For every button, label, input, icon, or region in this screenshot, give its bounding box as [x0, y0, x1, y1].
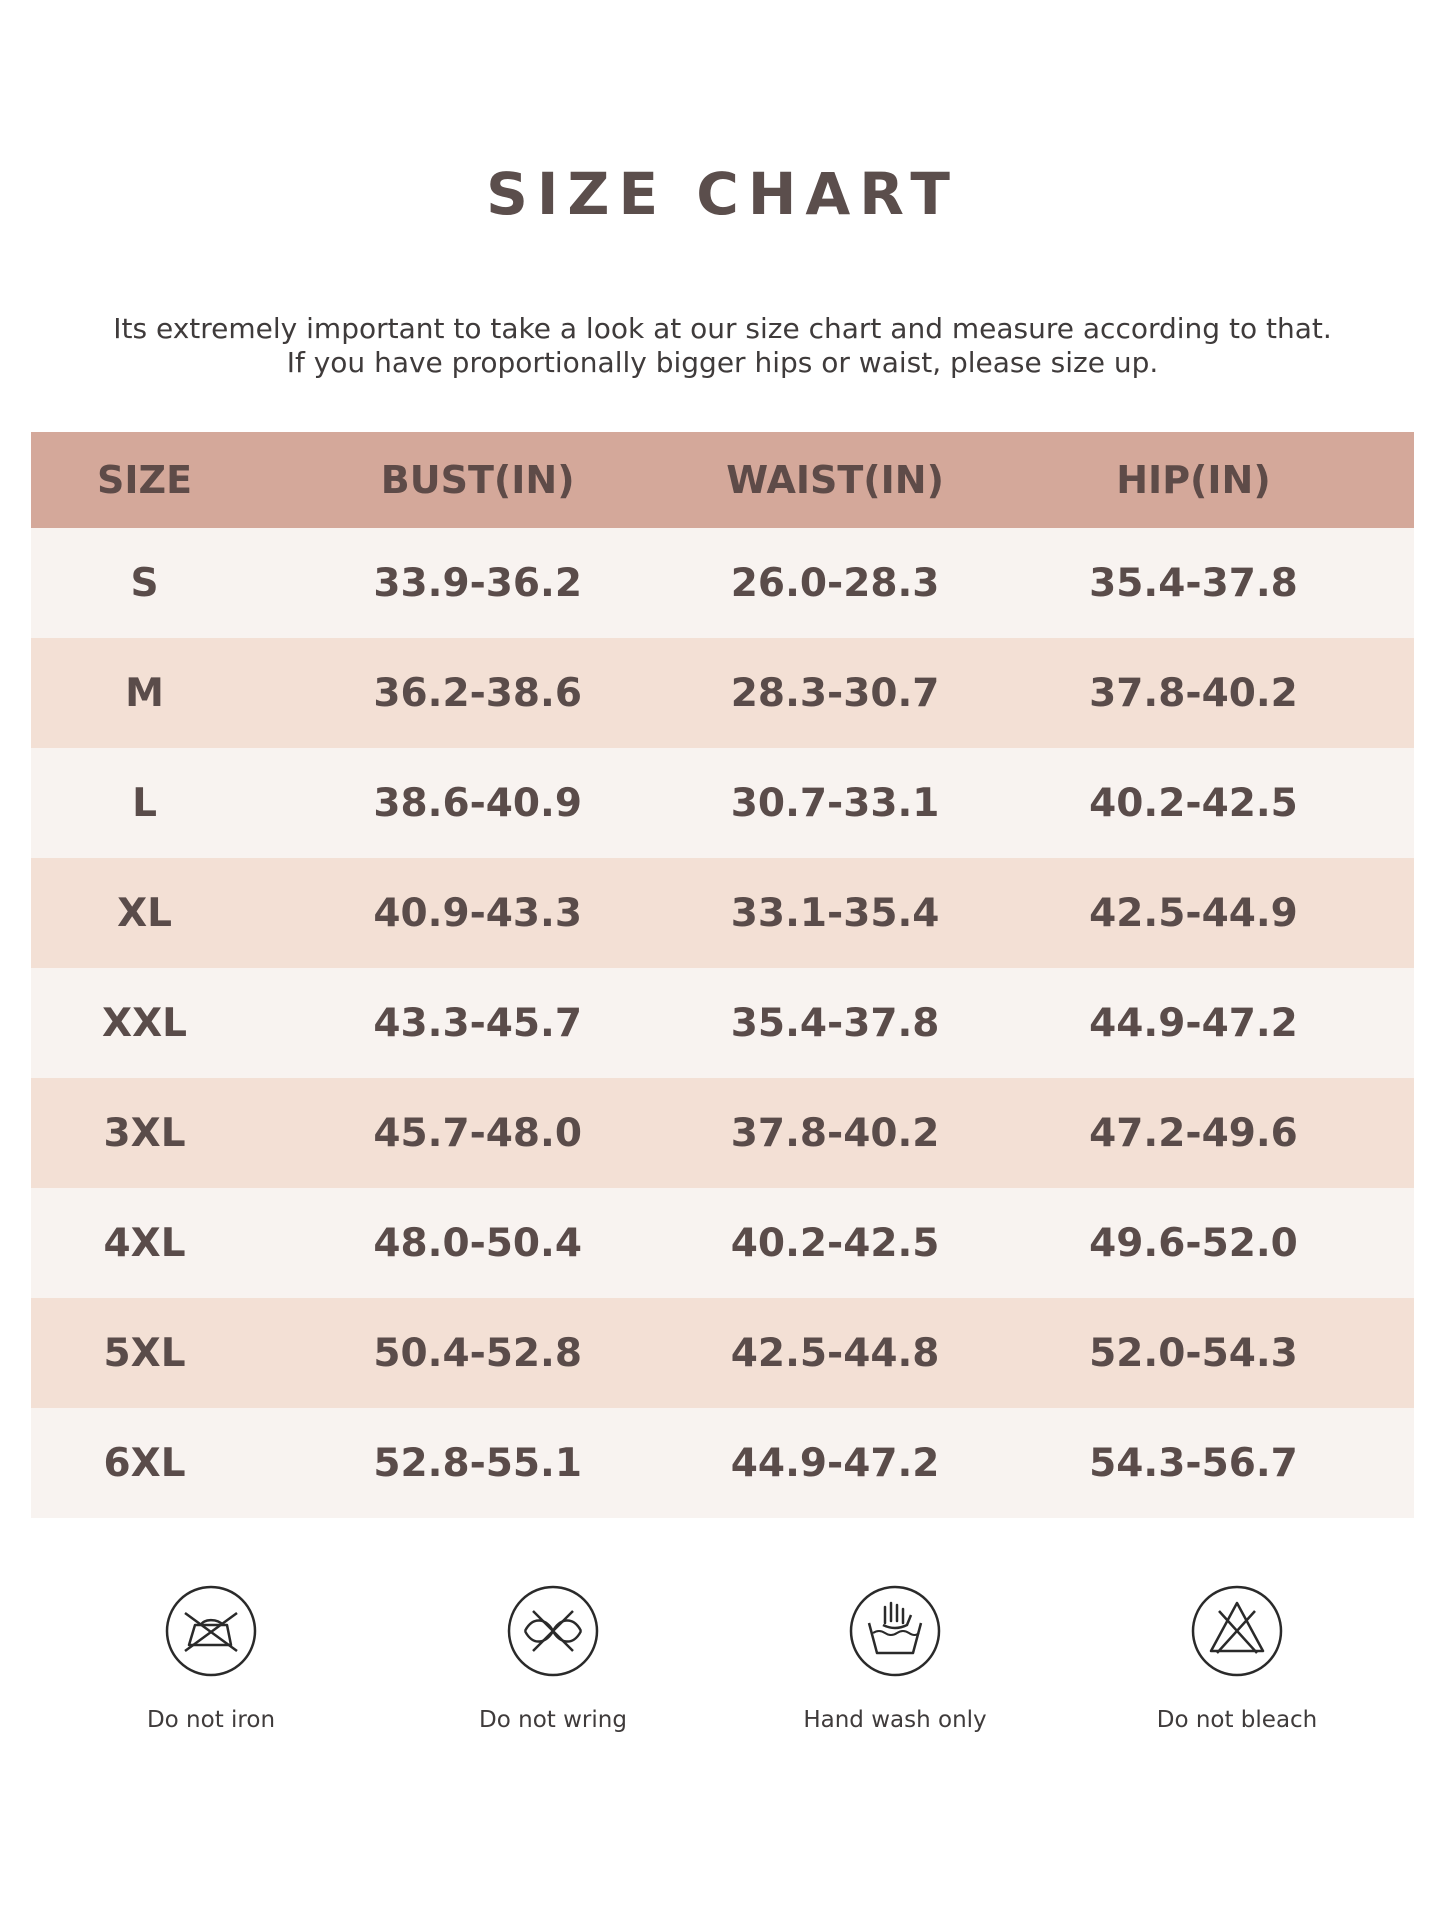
- header-waist: WAIST(IN): [726, 458, 944, 502]
- table-row: [31, 1298, 1414, 1408]
- waist-cell: 44.9-47.2: [730, 1440, 940, 1486]
- hip-cell: 54.3-56.7: [1089, 1440, 1298, 1486]
- hip-cell: 35.4-37.8: [1089, 560, 1298, 606]
- care-label: Do not wring: [479, 1707, 627, 1733]
- bust-cell: 50.4-52.8: [373, 1330, 582, 1376]
- table-row: [31, 1408, 1414, 1518]
- page-title: SIZE CHART: [486, 160, 959, 228]
- bust-cell: 40.9-43.3: [373, 890, 582, 936]
- table-row: [31, 748, 1414, 858]
- table-row: [31, 528, 1414, 638]
- size-cell: 3XL: [103, 1110, 186, 1156]
- hip-cell: 44.9-47.2: [1089, 1000, 1298, 1046]
- hand-wash-icon: [849, 1585, 941, 1677]
- waist-cell: 40.2-42.5: [730, 1220, 940, 1266]
- size-table: [31, 432, 1414, 1518]
- bust-cell: 52.8-55.1: [373, 1440, 582, 1486]
- size-cell: XL: [117, 890, 172, 936]
- size-cell: XXL: [102, 1000, 188, 1046]
- waist-cell: 35.4-37.8: [730, 1000, 940, 1046]
- bust-cell: 36.2-38.6: [373, 670, 582, 716]
- size-cell: M: [125, 670, 164, 716]
- bust-cell: 33.9-36.2: [373, 560, 582, 606]
- hip-cell: 37.8-40.2: [1089, 670, 1298, 716]
- hip-cell: 49.6-52.0: [1089, 1220, 1298, 1266]
- hip-cell: 47.2-49.6: [1089, 1110, 1298, 1156]
- care-item-hand-wash: [765, 1585, 1025, 1733]
- care-label: Do not bleach: [1156, 1707, 1318, 1733]
- care-label: Do not iron: [146, 1707, 276, 1733]
- table-row: [31, 1078, 1414, 1188]
- do-not-wring-icon: [507, 1585, 599, 1677]
- table-header-row: [31, 432, 1414, 528]
- waist-cell: 30.7-33.1: [730, 780, 940, 826]
- hip-cell: 40.2-42.5: [1089, 780, 1298, 826]
- care-item-wring: [423, 1585, 683, 1733]
- size-cell: 4XL: [103, 1220, 186, 1266]
- intro-line-1: Its extremely important to take a look at our size chart and measure according to that.: [113, 312, 1332, 345]
- intro-line-2: If you have proportionally bigger hips or waist, please size up.: [286, 346, 1159, 379]
- waist-cell: 33.1-35.4: [730, 890, 940, 936]
- hip-cell: 42.5-44.9: [1089, 890, 1298, 936]
- size-cell: 6XL: [103, 1440, 186, 1486]
- waist-cell: 37.8-40.2: [730, 1110, 940, 1156]
- size-cell: L: [132, 780, 157, 826]
- table-row: [31, 858, 1414, 968]
- header-hip: HIP(IN): [1116, 458, 1271, 502]
- waist-cell: 26.0-28.3: [730, 560, 940, 606]
- bust-cell: 45.7-48.0: [373, 1110, 582, 1156]
- care-item-iron: [81, 1585, 341, 1733]
- care-item-bleach: [1107, 1585, 1367, 1733]
- table-row: [31, 968, 1414, 1078]
- waist-cell: 42.5-44.8: [730, 1330, 940, 1376]
- table-row: [31, 638, 1414, 748]
- header-size: SIZE: [97, 458, 193, 502]
- do-not-iron-icon: [165, 1585, 257, 1677]
- waist-cell: 28.3-30.7: [730, 670, 940, 716]
- bust-cell: 38.6-40.9: [373, 780, 582, 826]
- size-cell: S: [130, 560, 159, 606]
- intro-text: [0, 312, 1445, 380]
- care-label: Hand wash only: [803, 1707, 987, 1733]
- hip-cell: 52.0-54.3: [1089, 1330, 1298, 1376]
- bust-cell: 43.3-45.7: [373, 1000, 582, 1046]
- care-instructions: [0, 1585, 1445, 1745]
- table-row: [31, 1188, 1414, 1298]
- bust-cell: 48.0-50.4: [373, 1220, 582, 1266]
- do-not-bleach-icon: [1191, 1585, 1283, 1677]
- header-bust: BUST(IN): [380, 458, 575, 502]
- size-cell: 5XL: [103, 1330, 186, 1376]
